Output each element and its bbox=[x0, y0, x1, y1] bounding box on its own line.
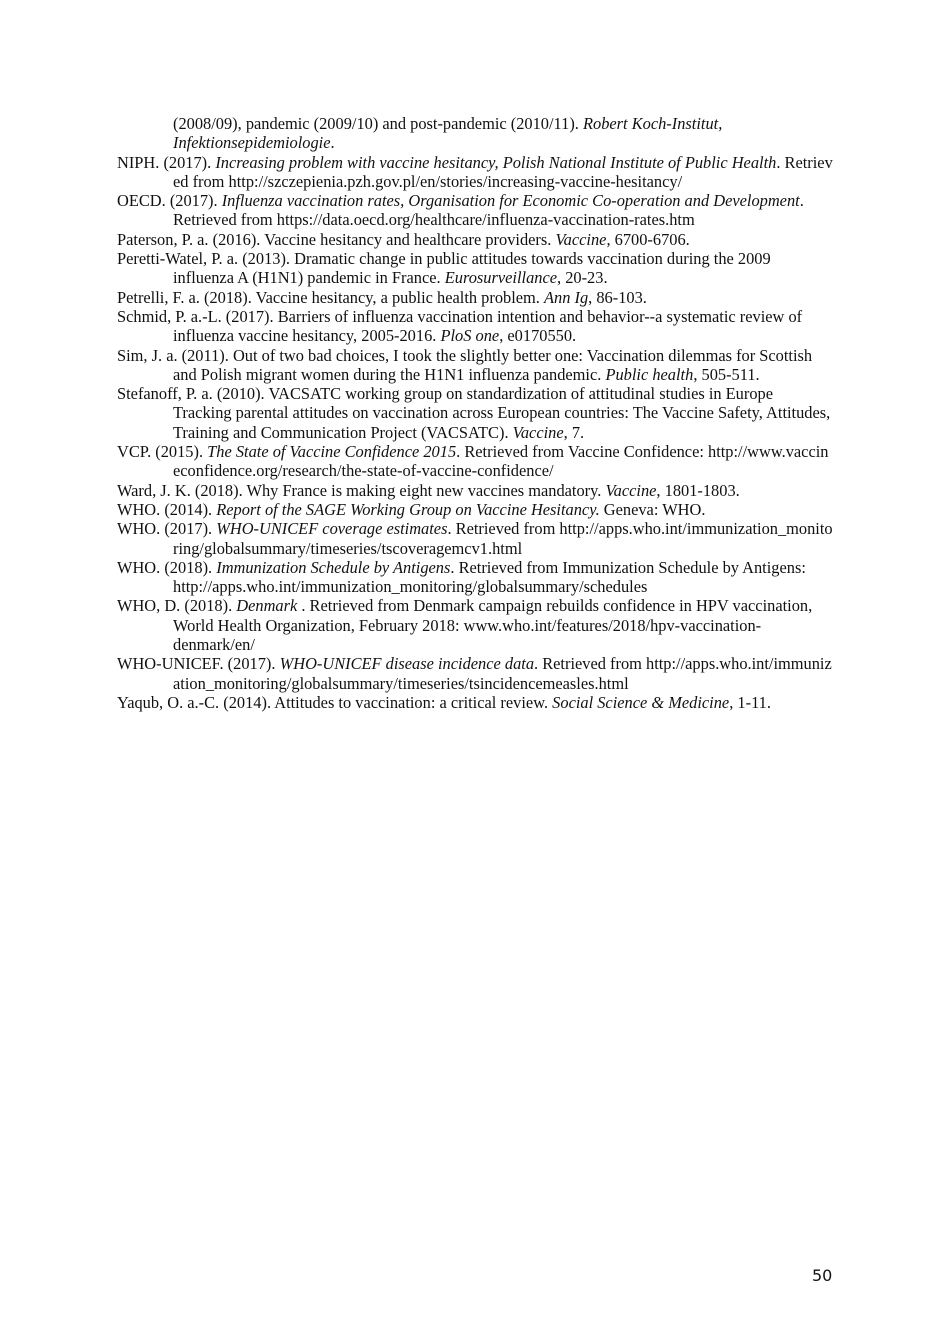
reference-source-title: Denmark bbox=[236, 596, 298, 616]
reference-details: , 1801-1803. bbox=[656, 480, 740, 500]
reference-details: . Retrieved from https://data.oecd.org/healthcare/influenza-vaccination-rates.htm bbox=[173, 191, 804, 230]
reference-source-title: Vaccine bbox=[555, 229, 607, 249]
reference-entry bbox=[117, 596, 835, 654]
reference-source-title: Influenza vaccination rates, Organisation for Economic Co-operation and Development bbox=[221, 191, 800, 211]
reference-entry bbox=[117, 114, 835, 153]
reference-entry bbox=[117, 346, 835, 385]
reference-details: , 1-11. bbox=[729, 692, 771, 712]
reference-text: WHO. (2014). bbox=[117, 499, 217, 519]
reference-text: Schmid, P. a.-L. (2017). Barriers of influenza vaccination intention and behavior--a systematic review of influenza vaccine hesitancy, 2005-2016. bbox=[117, 306, 803, 346]
reference-text: Paterson, P. a. (2016). Vaccine hesitancy and healthcare providers. bbox=[117, 229, 556, 249]
reference-details: . Retrieved from http://szczepienia.pzh.gov.pl/en/stories/increasing-vaccine-hesitancy/ bbox=[173, 152, 833, 191]
reference-details: . bbox=[330, 133, 335, 153]
reference-list bbox=[117, 114, 835, 712]
reference-details: . Retrieved from Immunization Schedule by Antigens: http://apps.who.int/immunization_monitoring/globalsummary/schedules bbox=[173, 557, 806, 597]
reference-details: . Retrieved from Denmark campaign rebuilds confidence in HPV vaccination, World Health Organization, February 2018: www.who.int/features/2018/hpv-vaccination-denmark/en/ bbox=[173, 596, 813, 655]
reference-source-title: Vaccine bbox=[605, 480, 657, 500]
reference-source-title: Vaccine bbox=[512, 422, 564, 442]
reference-source-title: Public health bbox=[605, 364, 694, 384]
reference-source-title: Social Science & Medicine bbox=[552, 692, 730, 712]
reference-entry bbox=[117, 153, 835, 192]
reference-details: . Retrieved from http://apps.who.int/immunization_monitoring/globalsummary/timeseries/tsincidencemeasles.html bbox=[173, 654, 832, 693]
reference-text: WHO. (2017). bbox=[117, 519, 217, 539]
reference-details: , 505-511. bbox=[693, 364, 760, 384]
reference-entry bbox=[117, 307, 835, 346]
reference-source-title: WHO-UNICEF coverage estimates bbox=[216, 519, 448, 539]
reference-text: WHO. (2018). bbox=[117, 557, 217, 577]
reference-source-title: WHO-UNICEF disease incidence data bbox=[279, 654, 535, 674]
reference-source-title: Robert Koch-Institut, Infektionsepidemiologie bbox=[173, 114, 723, 153]
reference-entry bbox=[117, 191, 835, 230]
reference-entry bbox=[117, 481, 835, 500]
reference-entry bbox=[117, 442, 835, 481]
reference-source-title: Ann Ig bbox=[544, 287, 589, 307]
reference-details: , 86-103. bbox=[588, 287, 647, 307]
reference-details: , 20-23. bbox=[557, 268, 608, 288]
reference-text: Sim, J. a. (2011). Out of two bad choices, I took the slightly better one: Vaccination dilemmas for Scottish and Polish migrant women during the H1N1 influenza pandemic. bbox=[117, 345, 813, 384]
reference-entry bbox=[117, 249, 835, 288]
reference-text: VCP. (2015). bbox=[117, 442, 208, 462]
reference-source-title: PloS one bbox=[440, 326, 500, 346]
reference-text: Yaqub, O. a.-C. (2014). Attitudes to vaccination: a critical review. bbox=[117, 692, 553, 712]
reference-details: , 6700-6706. bbox=[606, 229, 690, 249]
reference-source-title: Eurosurveillance bbox=[444, 268, 558, 288]
reference-details: Geneva: WHO. bbox=[599, 499, 706, 519]
reference-text: NIPH. (2017). bbox=[117, 152, 216, 172]
reference-entry bbox=[117, 500, 835, 519]
reference-text: Stefanoff, P. a. (2010). VACSATC working group on standardization of attitudinal studies in Europe Tracking parental attitudes on vaccination across European countries: The Vaccine Safety, Attitudes, Training and Communication Project (VACSATC). bbox=[117, 384, 831, 442]
reference-text: Ward, J. K. (2018). Why France is making eight new vaccines mandatory. bbox=[117, 480, 606, 500]
reference-details: , e0170550. bbox=[499, 326, 577, 346]
reference-entry bbox=[117, 519, 835, 558]
reference-details: . Retrieved from Vaccine Confidence: http://www.vaccineconfidence.org/research/the-state-of-vaccine-confidence/ bbox=[173, 442, 829, 481]
reference-text: WHO-UNICEF. (2017). bbox=[117, 654, 280, 674]
reference-text: Peretti-Watel, P. a. (2013). Dramatic change in public attitudes towards vaccination during the 2009 influenza A (H1N1) pandemic in France. bbox=[117, 249, 771, 288]
reference-entry bbox=[117, 288, 835, 307]
reference-source-title: The State of Vaccine Confidence 2015 bbox=[207, 442, 457, 462]
reference-source-title: Increasing problem with vaccine hesitancy, Polish National Institute of Public Health bbox=[215, 152, 777, 172]
reference-entry bbox=[117, 558, 835, 597]
reference-entry bbox=[117, 693, 835, 712]
reference-details: . Retrieved from http://apps.who.int/immunization_monitoring/globalsummary/timeseries/tscoveragemcv1.html bbox=[173, 519, 833, 558]
reference-entry bbox=[117, 384, 835, 442]
reference-entry bbox=[117, 654, 835, 693]
reference-text: WHO, D. (2018). bbox=[117, 596, 237, 616]
reference-text: OECD. (2017). bbox=[117, 191, 222, 211]
page-number: 50 bbox=[812, 1266, 833, 1285]
reference-source-title: Report of the SAGE Working Group on Vaccine Hesitancy. bbox=[216, 499, 600, 519]
reference-text: (2008/09), pandemic (2009/10) and post-pandemic (2010/11). bbox=[173, 114, 583, 133]
reference-entry bbox=[117, 230, 835, 249]
reference-details: , 7. bbox=[563, 422, 585, 442]
reference-text: Petrelli, F. a. (2018). Vaccine hesitancy, a public health problem. bbox=[117, 287, 544, 307]
reference-source-title: Immunization Schedule by Antigens bbox=[216, 557, 451, 577]
